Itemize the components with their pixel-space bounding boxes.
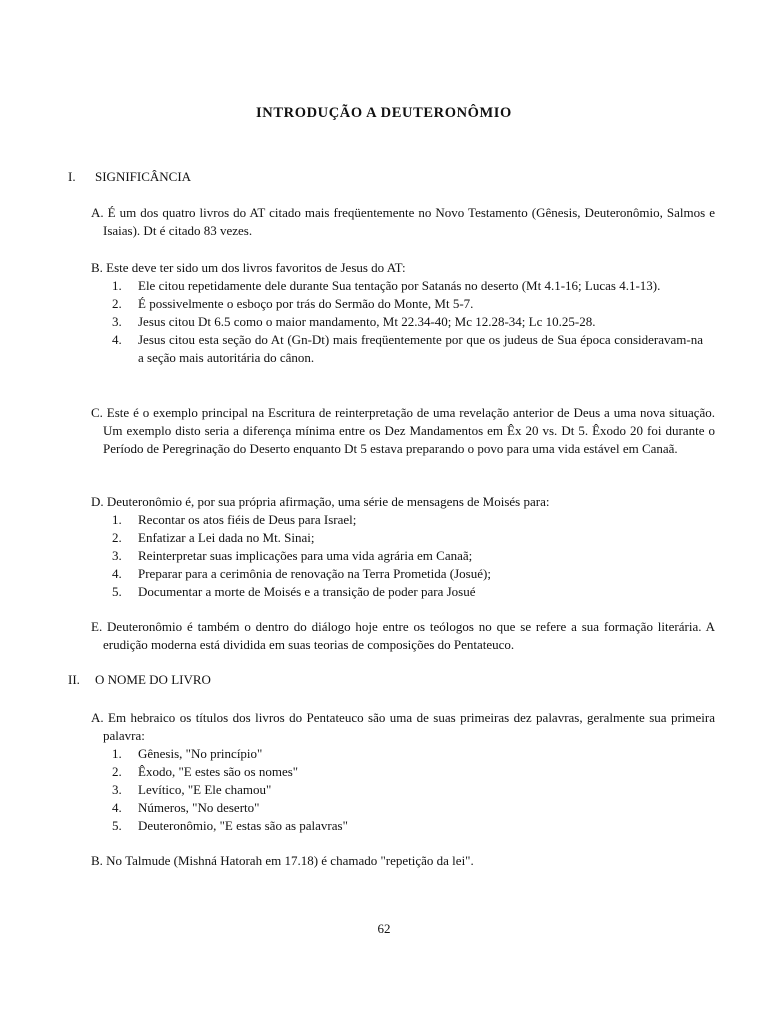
page-number: 62 xyxy=(377,921,391,936)
list-item: 3. Levítico, "E Ele chamou" xyxy=(112,782,272,797)
list-item: 2. Enfatizar a Lei dada no Mt. Sinai; xyxy=(112,530,315,545)
paragraph: A. Em hebraico os títulos dos livros do Pentateuco são uma de suas primeiras dez palavras, geralmente sua primeira palavra: xyxy=(91,710,715,743)
list-item: 4. Números, "No deserto" xyxy=(112,800,260,815)
page-title: INTRODUÇÃO A DEUTERONÔMIO xyxy=(256,105,512,121)
paragraph: A. É um dos quatro livros do AT citado mais freqüentemente no Novo Testamento (Gênesis, Deuteronômio, Salmos e Isaias). Dt é citado 83 vezes. xyxy=(91,205,715,238)
section-number: II. xyxy=(68,672,80,687)
list-item: 1. Recontar os atos fiéis de Deus para Israel; xyxy=(112,512,357,527)
numbered-list xyxy=(112,511,703,601)
list-item: 1. Gênesis, "No princípio" xyxy=(112,746,263,761)
numbered-list xyxy=(112,745,703,835)
section-heading xyxy=(68,168,191,186)
numbered-list xyxy=(112,277,703,367)
list-item: 3. Reinterpretar suas implicações para uma vida agrária em Canaã; xyxy=(112,548,473,563)
section-title: O NOME DO LIVRO xyxy=(95,672,211,687)
section-number: I. xyxy=(68,169,76,184)
list-item: 5. Deuteronômio, "E estas são as palavras" xyxy=(112,818,348,833)
list-item: 2. Êxodo, "E estes são os nomes" xyxy=(112,764,299,779)
list-item: 5. Documentar a morte de Moisés e a transição de poder para Josué xyxy=(112,584,476,599)
list-item: 1. Ele citou repetidamente dele durante Sua tentação por Satanás no deserto (Mt 4.1-16; Lucas 4.1-13). xyxy=(112,278,661,293)
paragraph: E. Deuteronômio é também o dentro do diálogo hoje entre os teólogos no que se refere a sua formação literária. A erudição moderna está dividida em suas teorias de composições do Pentateuco. xyxy=(91,619,715,652)
list-item: 4. Jesus citou esta seção do At (Gn-Dt) mais freqüentemente por que os judeus de Sua época consideravam-na a seção mais autoritária do cânon. xyxy=(112,332,703,365)
paragraph: C. Este é o exemplo principal na Escritura de reinterpretação de uma revelação anterior de Deus a uma nova situação. Um exemplo disto seria a diferença mínima entre os Dez Mandamentos em Êx 20 vs. Dt 5. Êxodo 20 foi durante o Período de Peregrinação do Deserto enquanto Dt 5 estava preparando o povo para uma vida estável em Canaã. xyxy=(91,405,715,456)
paragraph: B. No Talmude (Mishná Hatorah em 17.18) é chamado "repetição da lei". xyxy=(91,853,474,868)
paragraph: D. Deuteronômio é, por sua própria afirmação, uma série de mensagens de Moisés para: xyxy=(91,494,550,509)
section-heading xyxy=(68,671,211,689)
paragraph: B. Este deve ter sido um dos livros favoritos de Jesus do AT: xyxy=(91,260,406,275)
section-title: SIGNIFICÂNCIA xyxy=(95,169,192,184)
list-item: 3. Jesus citou Dt 6.5 como o maior mandamento, Mt 22.34-40; Mc 12.28-34; Lc 10.25-28. xyxy=(112,314,596,329)
list-item: 4. Preparar para a cerimônia de renovação na Terra Prometida (Josué); xyxy=(112,566,491,581)
list-item: 2. É possivelmente o esboço por trás do Sermão do Monte, Mt 5-7. xyxy=(112,296,474,311)
